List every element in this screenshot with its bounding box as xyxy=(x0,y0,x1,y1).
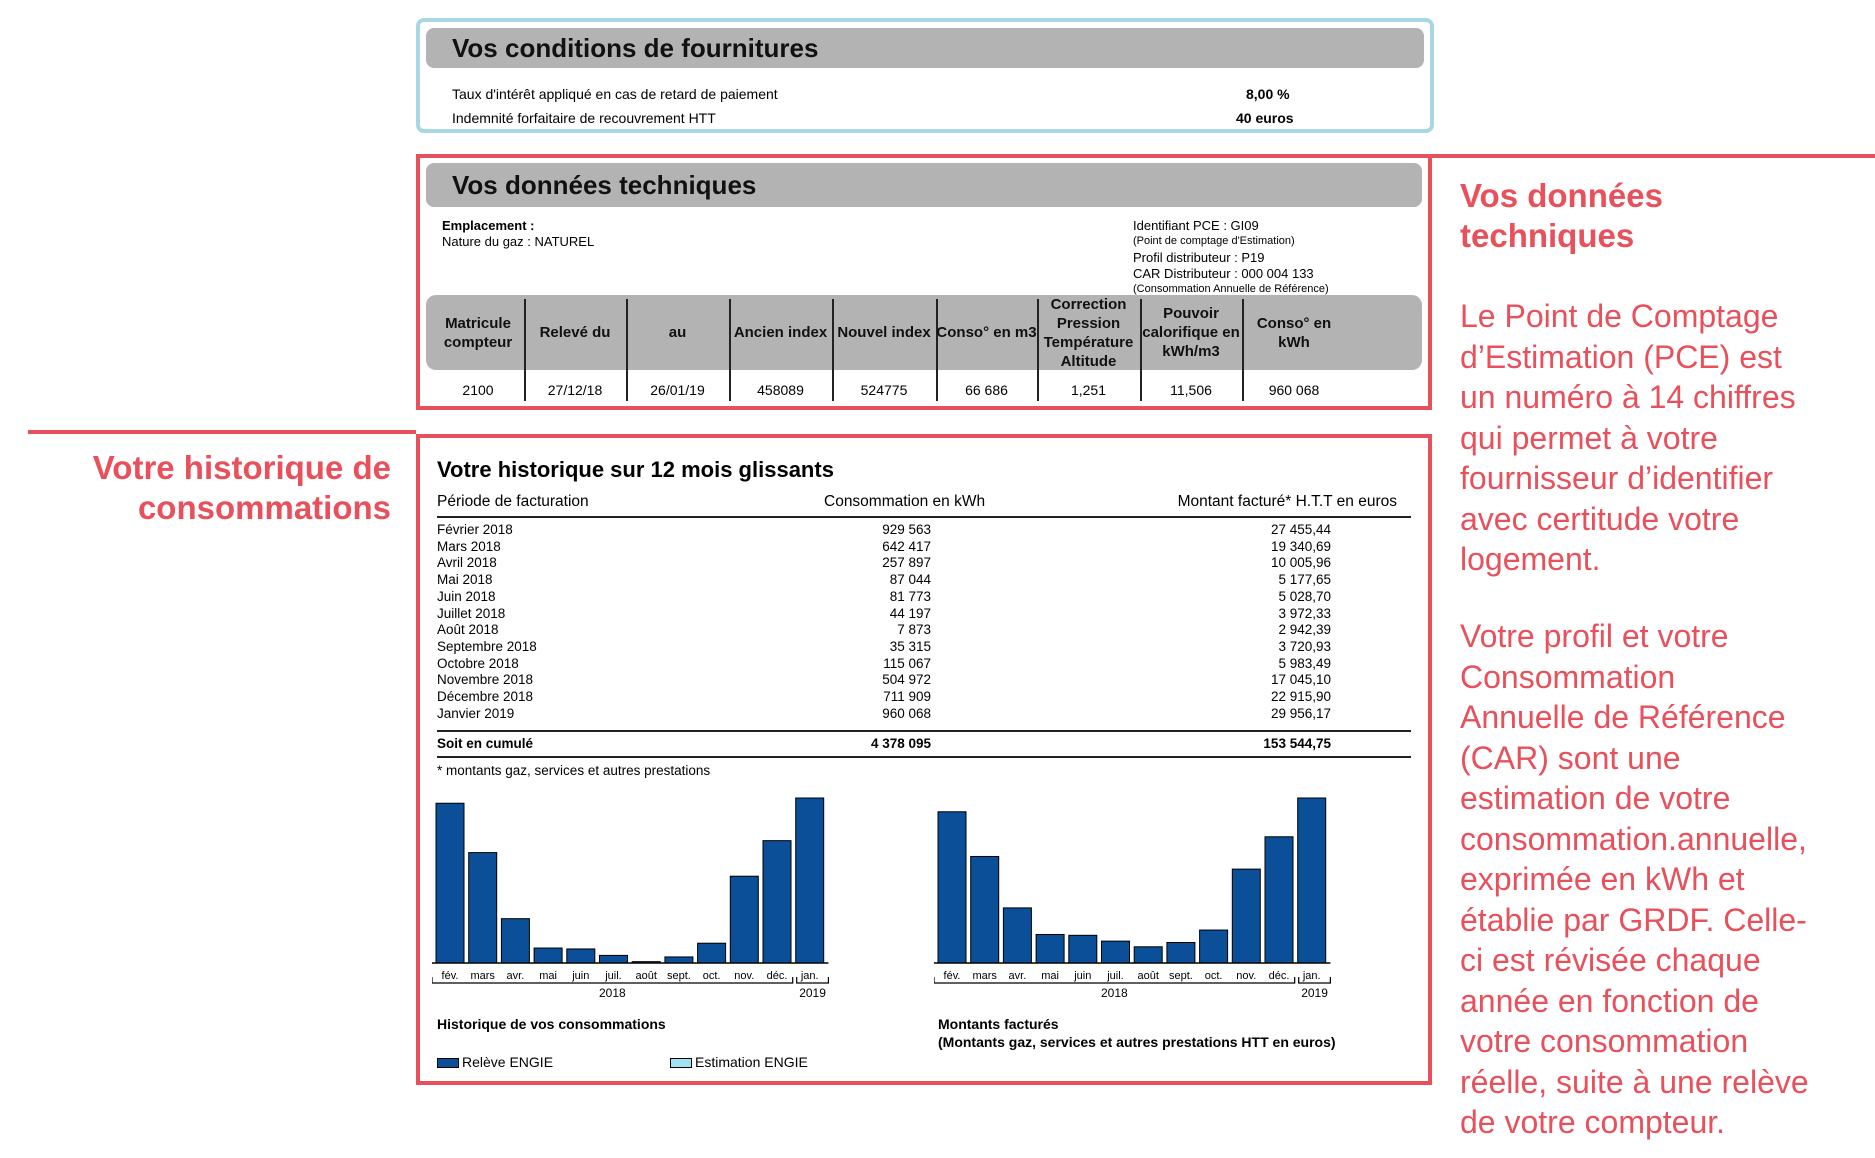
chart2-subcaption: (Montants gaz, services et autres prestations HTT en euros) xyxy=(938,1034,1336,1050)
billing-bar xyxy=(1167,943,1195,963)
history-eur: 19 340,69 xyxy=(1270,538,1331,554)
history-eur: 10 005,96 xyxy=(1270,555,1331,571)
annotation-line: réelle, suite à une relève xyxy=(1460,1063,1809,1100)
billing-tick-label: oct. xyxy=(1204,970,1223,982)
col-header-au: au xyxy=(668,324,687,341)
cell-conso-m3: 66 686 xyxy=(965,382,1008,398)
history-kwh: 257 897 xyxy=(882,555,931,571)
billing-bar xyxy=(1232,869,1260,963)
cell-au: 26/01/19 xyxy=(650,382,705,398)
consumption-bar xyxy=(730,876,758,963)
history-kwh: 7 873 xyxy=(897,622,931,638)
history-row xyxy=(437,639,1411,656)
history-row xyxy=(437,606,1411,623)
col-header-conso-m3: Conso° en m3 xyxy=(936,324,1037,341)
consumption-bar xyxy=(796,798,824,963)
history-eur: 17 045,10 xyxy=(1270,672,1331,688)
consumption-bar xyxy=(600,955,628,963)
history-eur: 5 983,49 xyxy=(1278,655,1331,671)
billing-bar xyxy=(971,856,999,963)
consumption-bar xyxy=(469,853,497,963)
history-eur: 5 028,70 xyxy=(1278,588,1331,604)
consumption-tick-label: août xyxy=(635,970,657,982)
history-kwh: 87 044 xyxy=(889,572,931,588)
cell-correction: 1,251 xyxy=(1070,382,1107,398)
col-header-releve-du: Relevé du xyxy=(539,324,611,341)
col-eur: Montant facturé* H.T.T en euros xyxy=(1177,493,1397,510)
billing-year-label: 2019 xyxy=(1301,986,1328,1000)
billing-bar xyxy=(1134,947,1162,963)
annotation-line: exprimée en kWh et xyxy=(1460,861,1745,897)
profile: Profil distributeur : P19 xyxy=(1133,250,1265,265)
right-annotation-body-2 xyxy=(1460,616,1809,1143)
annotation-line: (CAR) sont une xyxy=(1460,739,1681,776)
consumption-bar xyxy=(501,919,529,963)
col-header-nouvel-index: Nouvel index xyxy=(837,324,931,341)
col-header-pouvoir-calorifique: Pouvoir calorifique en kWh/m3 xyxy=(1142,305,1240,360)
total-kwh: 4 378 095 xyxy=(870,736,931,751)
billing-tick-label: août xyxy=(1137,970,1159,982)
history-kwh: 81 773 xyxy=(889,588,931,604)
billing-bar xyxy=(1265,837,1293,963)
col-header-ancien-index: Ancien index xyxy=(733,324,828,341)
consumption-tick-label: oct. xyxy=(702,970,721,982)
condition-value-1: 8,00 % xyxy=(1246,86,1290,102)
history-month: Juin 2018 xyxy=(437,588,496,604)
cell-releve-du: 27/12/18 xyxy=(547,382,603,398)
history-row xyxy=(437,622,1411,639)
consumption-tick-label: déc. xyxy=(766,970,788,982)
consumption-bar xyxy=(665,957,693,963)
history-row xyxy=(437,572,1411,589)
history-row xyxy=(437,656,1411,673)
history-row xyxy=(437,539,1411,556)
billing-bar xyxy=(1298,798,1326,963)
history-title: Votre historique sur 12 mois glissants xyxy=(437,457,834,482)
consumption-tick-label: avr. xyxy=(506,970,525,982)
annotation-line: qui permet à votre xyxy=(1460,419,1718,456)
billing-bar xyxy=(1200,930,1228,963)
consumption-bar xyxy=(698,943,726,963)
consumption-bar xyxy=(436,803,464,963)
billing-bar xyxy=(1003,908,1031,963)
annotation-line: Consommation xyxy=(1460,658,1676,695)
left-annotation-title-1: Votre historique de xyxy=(92,449,391,486)
billing-chart xyxy=(934,788,1424,1003)
consumption-bar xyxy=(534,948,562,963)
history-row xyxy=(437,706,1411,723)
consumption-tick-label: juil. xyxy=(605,970,622,982)
history-eur: 22 915,90 xyxy=(1270,689,1331,704)
history-month: Novembre 2018 xyxy=(437,672,534,688)
annotation-line: Le Point de Comptage xyxy=(1460,298,1779,334)
consumption-year-label: 2018 xyxy=(598,986,626,1000)
legend-releve-swatch xyxy=(437,1058,459,1068)
billing-tick-label: juil. xyxy=(1107,970,1124,982)
history-kwh: 115 067 xyxy=(883,655,931,671)
annotation-line: ci est révisée chaque xyxy=(1460,942,1761,978)
billing-tick-label: nov. xyxy=(1236,970,1257,982)
billing-tick-label: mai xyxy=(1041,970,1059,982)
legend-releve-label: Relève ENGIE xyxy=(462,1054,554,1070)
annotation-line: Votre profil et votre xyxy=(1460,618,1729,654)
history-table xyxy=(437,522,1411,732)
col-header-conso-kwh: Conso° en kWh xyxy=(1256,314,1332,351)
legend-estimation-swatch xyxy=(670,1058,692,1068)
history-kwh: 35 315 xyxy=(889,638,931,654)
history-kwh: 44 197 xyxy=(889,605,931,621)
chart2-caption: Montants facturés xyxy=(938,1016,1059,1032)
condition-value-2: 40 euros xyxy=(1236,110,1294,126)
billing-bar xyxy=(938,812,966,963)
history-total-rule-bottom xyxy=(437,756,1411,758)
annotation-line: votre consommation xyxy=(1460,1023,1749,1059)
billing-tick-label: juin xyxy=(1074,970,1092,982)
annotation-line: fournisseur d’identifier xyxy=(1460,460,1774,496)
history-month: Mai 2018 xyxy=(437,572,493,588)
condition-label-1: Taux d'intérêt appliqué en cas de retard de paiement xyxy=(452,86,778,102)
condition-label-2: Indemnité forfaitaire de recouvrement HTT xyxy=(452,110,716,126)
consumption-year-label: 2019 xyxy=(799,986,826,1000)
annotation-line: année en fonction de xyxy=(1460,982,1759,1019)
history-eur: 29 956,17 xyxy=(1270,705,1331,721)
annotation-line: établie par GRDF. Celle- xyxy=(1460,901,1807,938)
history-kwh: 504 972 xyxy=(882,672,931,688)
history-eur: 3 972,33 xyxy=(1278,605,1331,621)
consumption-chart xyxy=(432,788,922,1003)
cell-conso-kwh: 960 068 xyxy=(1268,382,1320,398)
billing-tick-label: fév. xyxy=(943,970,961,982)
consumption-tick-label: juin xyxy=(572,970,590,982)
history-header-rule xyxy=(437,516,1411,518)
car: CAR Distributeur : 000 004 133 xyxy=(1133,266,1314,281)
consumption-bar xyxy=(567,949,595,963)
chart1-caption: Historique de vos consommations xyxy=(437,1016,666,1032)
consumption-tick-label: jan. xyxy=(800,970,819,982)
consumption-tick-label: mai xyxy=(539,970,557,982)
cell-nouvel-index: 524775 xyxy=(860,382,908,398)
history-month: Janvier 2019 xyxy=(437,705,515,721)
right-annotation-title-1: Vos données xyxy=(1460,177,1663,214)
annotation-line: Annuelle de Référence xyxy=(1460,699,1786,735)
total-eur: 153 544,75 xyxy=(1263,736,1331,751)
history-kwh: 929 563 xyxy=(882,522,931,537)
billing-tick-label: avr. xyxy=(1008,970,1027,982)
pce-note: (Point de comptage d'Estimation) xyxy=(1133,235,1295,247)
history-month: Mars 2018 xyxy=(437,538,501,554)
history-kwh: 642 417 xyxy=(882,538,931,554)
history-row xyxy=(437,689,1411,706)
gas-nature: Nature du gaz : NATUREL xyxy=(442,234,595,249)
billing-tick-label: déc. xyxy=(1268,970,1290,982)
col-header-matricule: Matricule compteur xyxy=(443,314,513,351)
billing-tick-label: jan. xyxy=(1302,970,1321,982)
consumption-tick-label: nov. xyxy=(734,970,755,982)
history-row xyxy=(437,522,1411,539)
annotation-line: consommation.annuelle, xyxy=(1460,820,1807,857)
history-row xyxy=(437,589,1411,606)
billing-tick-label: mars xyxy=(972,970,997,982)
annotation-line: de votre compteur. xyxy=(1460,1104,1726,1140)
history-eur: 3 720,93 xyxy=(1278,638,1331,654)
history-eur: 2 942,39 xyxy=(1278,622,1331,638)
left-annotation-title-2: consommations xyxy=(137,489,391,526)
emplacement-label: Emplacement : xyxy=(442,218,535,233)
annotation-line: avec certitude votre xyxy=(1460,500,1740,537)
right-annotation-rule xyxy=(1432,154,1875,158)
history-row xyxy=(437,672,1411,689)
consumption-bar xyxy=(763,841,791,963)
history-month: Juillet 2018 xyxy=(437,605,506,621)
consumption-tick-label: fév. xyxy=(441,970,459,982)
history-panel xyxy=(416,434,1432,1085)
billing-tick-label: sept. xyxy=(1168,970,1193,982)
technical-title: Vos données techniques xyxy=(426,163,1422,207)
history-month: Octobre 2018 xyxy=(437,655,519,671)
history-month: Avril 2018 xyxy=(437,555,497,571)
history-month: Février 2018 xyxy=(437,522,513,537)
history-kwh: 711 909 xyxy=(883,689,931,704)
billing-bar xyxy=(1069,935,1097,963)
cell-matricule: 2100 xyxy=(462,382,494,398)
annotation-line: logement. xyxy=(1460,541,1601,577)
cell-ancien-index: 458089 xyxy=(757,382,804,398)
col-kwh: Consommation en kWh xyxy=(824,493,986,510)
right-annotation-body-1 xyxy=(1460,296,1796,580)
history-month: Septembre 2018 xyxy=(437,638,537,654)
history-kwh: 960 068 xyxy=(882,705,931,721)
footnote: * montants gaz, services et autres prestations xyxy=(437,763,711,778)
billing-bar xyxy=(1036,934,1064,963)
history-month: Août 2018 xyxy=(437,622,499,638)
annotation-line: estimation de votre xyxy=(1460,780,1731,816)
annotation-line: d’Estimation (PCE) est xyxy=(1460,338,1782,375)
total-label: Soit en cumulé xyxy=(437,736,534,751)
consumption-tick-label: sept. xyxy=(666,970,691,982)
conditions-panel xyxy=(416,18,1434,133)
technical-panel xyxy=(416,154,1432,410)
col-header-correction: Correction Pression Température Altitude xyxy=(1043,295,1134,370)
billing-year-label: 2018 xyxy=(1100,986,1128,1000)
history-month: Décembre 2018 xyxy=(437,689,534,704)
history-row xyxy=(437,555,1411,572)
pce-id: Identifiant PCE : GI09 xyxy=(1133,218,1259,233)
consumption-tick-label: mars xyxy=(470,970,495,982)
history-eur: 27 455,44 xyxy=(1270,522,1331,537)
right-annotation-title-2: techniques xyxy=(1460,217,1635,254)
billing-bar xyxy=(1102,941,1130,963)
car-note: (Consommation Annuelle de Référence) xyxy=(1133,283,1329,295)
conditions-title: Vos conditions de fournitures xyxy=(426,28,1424,68)
col-period: Période de facturation xyxy=(437,493,589,510)
annotation-line: un numéro à 14 chiffres xyxy=(1460,379,1796,415)
cell-pouvoir-calorifique: 11,506 xyxy=(1170,382,1212,398)
history-total-rule-top xyxy=(437,730,1411,732)
legend-estimation-label: Estimation ENGIE xyxy=(695,1054,808,1070)
left-annotation-rule xyxy=(28,430,416,434)
history-eur: 5 177,65 xyxy=(1278,572,1331,588)
